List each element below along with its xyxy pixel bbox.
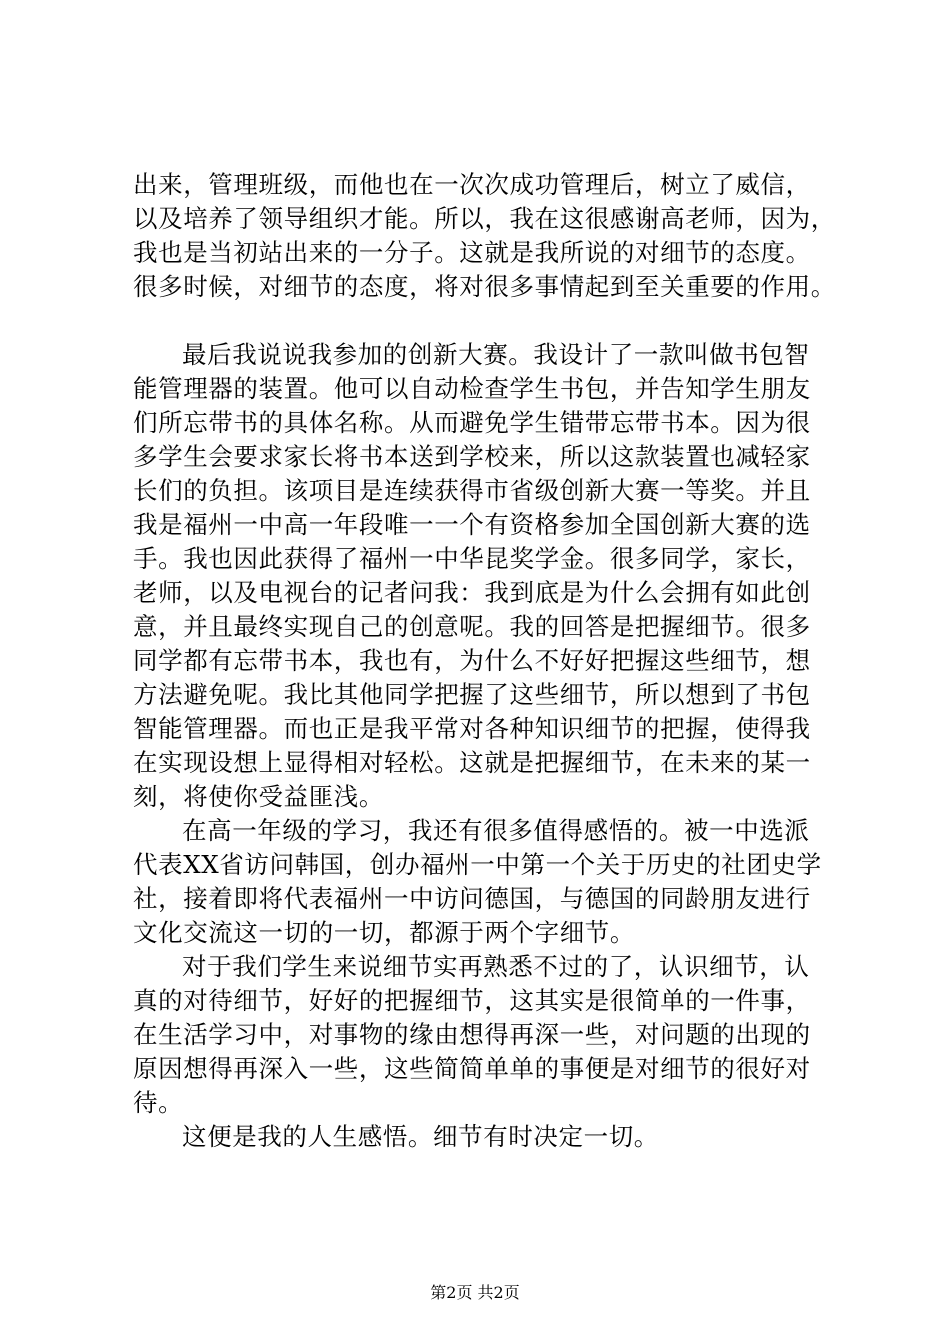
text-line: 能管理器的装置。他可以自动检查学生书包，并告知学生朋友 (133, 374, 811, 403)
text-line: 社，接着即将代表福州一中访问德国，与德国的同龄朋友进行 (133, 884, 811, 913)
text-line: 待。 (133, 1088, 184, 1117)
text-line: 出来，管理班级，而他也在一次次成功管理后，树立了威信， (133, 170, 811, 199)
text-line: 们所忘带书的具体名称。从而避免学生错带忘带书本。因为很 (133, 408, 811, 437)
paragraph (133, 950, 845, 1120)
paragraph (133, 1120, 845, 1154)
text-line: 长们的负担。该项目是连续获得市省级创新大赛一等奖。并且 (133, 476, 811, 505)
paragraph-gap (133, 304, 845, 338)
text-line: 文化交流这一切的一切，都源于两个字细节。 (133, 918, 635, 947)
text-line: 代表XX省访问韩国，创办福州一中第一个关于历史的社团史学 (133, 850, 822, 879)
text-line: 这便是我的人生感悟。细节有时决定一切。 (182, 1122, 659, 1151)
text-line: 多学生会要求家长将书本送到学校来，所以这款装置也减轻家 (133, 442, 811, 471)
text-line: 以及培养了领导组织才能。所以，我在这很感谢高老师，因为， (133, 204, 836, 233)
text-line: 最后我说说我参加的创新大赛。我设计了一款叫做书包智 (182, 340, 810, 369)
text-line: 刻，将使你受益匪浅。 (133, 782, 384, 811)
text-line: 方法避免呢。我比其他同学把握了这些细节，所以想到了书包 (133, 680, 811, 709)
text-line: 在高一年级的学习，我还有很多值得感悟的。被一中选派 (182, 816, 810, 845)
text-line: 我也是当初站出来的一分子。这就是我所说的对细节的态度。 (133, 238, 811, 267)
document-body (133, 168, 845, 1154)
page-footer: 第2页 共2页 (430, 1283, 520, 1302)
text-line: 很多时候，对细节的态度，将对很多事情起到至关重要的作用。 (133, 272, 836, 301)
text-line: 原因想得再深入一些，这些简简单单的事便是对细节的很好对 (133, 1054, 811, 1083)
paragraph (133, 338, 845, 814)
text-line: 真的对待细节，好好的把握细节，这其实是很简单的一件事， (133, 986, 811, 1015)
text-line: 意，并且最终实现自己的创意呢。我的回答是把握细节。很多 (133, 612, 811, 641)
text-line: 在生活学习中，对事物的缘由想得再深一些，对问题的出现的 (133, 1020, 811, 1049)
paragraph (133, 168, 845, 304)
paragraph (133, 814, 845, 950)
text-line: 对于我们学生来说细节实再熟悉不过的了，认识细节，认 (182, 952, 810, 981)
text-line: 我是福州一中高一年段唯一一个有资格参加全国创新大赛的选 (133, 510, 811, 539)
text-line: 智能管理器。而也正是我平常对各种知识细节的把握，使得我 (133, 714, 811, 743)
text-line: 在实现设想上显得相对轻松。这就是把握细节，在未来的某一 (133, 748, 811, 777)
text-line: 老师，以及电视台的记者问我：我到底是为什么会拥有如此创 (133, 578, 811, 607)
text-line: 手。我也因此获得了福州一中华昆奖学金。很多同学，家长， (133, 544, 811, 573)
text-line: 同学都有忘带书本，我也有，为什么不好好把握这些细节，想 (133, 646, 811, 675)
